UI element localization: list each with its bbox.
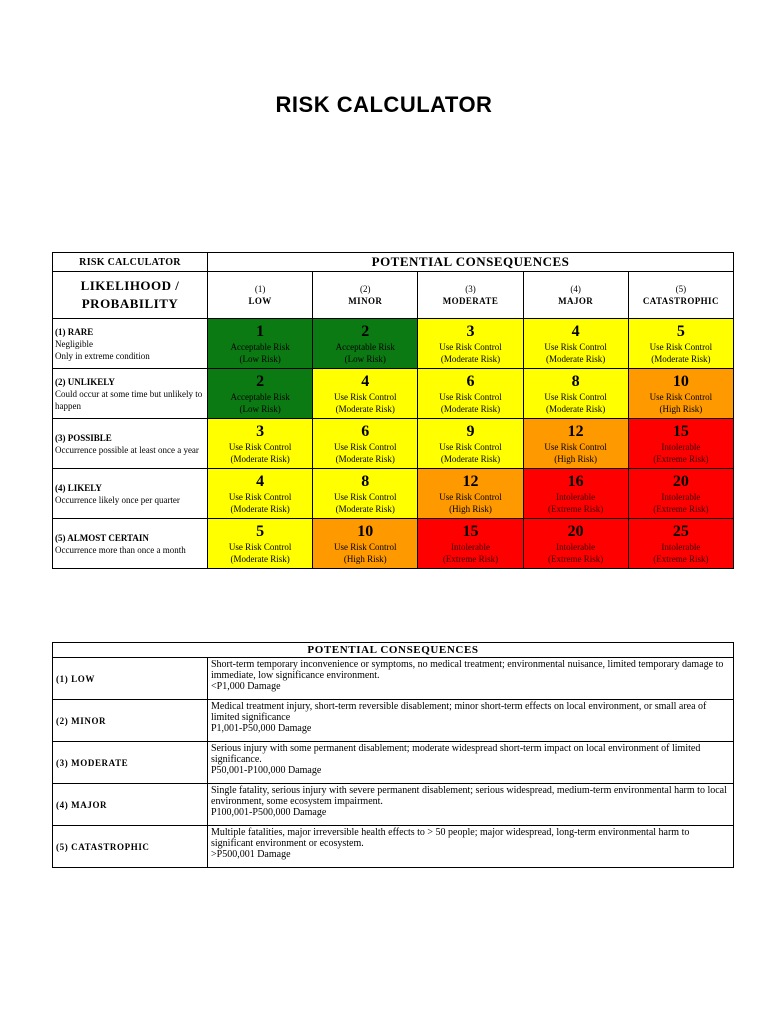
risk-score: 4 bbox=[361, 372, 370, 390]
risk-action: Use Risk Control bbox=[228, 491, 292, 502]
risk-level: (Moderate Risk) bbox=[546, 353, 606, 364]
risk-action: Use Risk Control bbox=[649, 341, 713, 352]
risk-cell bbox=[523, 519, 628, 569]
risk-action: Use Risk Control bbox=[334, 491, 397, 502]
risk-cell bbox=[628, 369, 733, 419]
column-number: (4) bbox=[570, 284, 581, 294]
risk-score: 5 bbox=[676, 322, 685, 340]
risk-score: 8 bbox=[361, 472, 370, 490]
risk-action: Use Risk Control bbox=[228, 541, 292, 552]
risk-cell bbox=[313, 419, 418, 469]
risk-action: Use Risk Control bbox=[334, 541, 397, 552]
risk-level: (High Risk) bbox=[659, 403, 703, 414]
risk-cell bbox=[523, 469, 628, 519]
consequences-table bbox=[52, 642, 734, 868]
risk-action: Use Risk Control bbox=[439, 491, 502, 502]
consequence-label: (5) CATASTROPHIC bbox=[53, 826, 208, 868]
consequence-row bbox=[53, 784, 734, 826]
risk-matrix-table bbox=[52, 252, 734, 569]
risk-level: (Extreme Risk) bbox=[442, 553, 499, 564]
risk-score: 8 bbox=[571, 372, 580, 390]
column-name: MAJOR bbox=[558, 296, 594, 306]
risk-cell bbox=[208, 319, 313, 369]
likelihood-description: Occurrence likely once per quarter bbox=[55, 494, 180, 505]
risk-score: 2 bbox=[256, 372, 265, 390]
risk-action: Use Risk Control bbox=[228, 441, 292, 452]
likelihood-header bbox=[53, 272, 208, 319]
risk-level: (Low Risk) bbox=[239, 403, 281, 414]
risk-level: (Moderate Risk) bbox=[335, 503, 395, 514]
consequence-line: >P500,001 Damage bbox=[211, 849, 291, 860]
risk-cell bbox=[208, 519, 313, 569]
risk-level: (Extreme Risk) bbox=[653, 553, 709, 564]
likelihood-description: Could occur at some time but unlikely to happen bbox=[55, 388, 203, 411]
risk-cell bbox=[418, 419, 523, 469]
risk-score: 4 bbox=[256, 472, 265, 490]
likelihood-row-header bbox=[53, 369, 208, 419]
column-number: (1) bbox=[254, 284, 266, 294]
risk-score: 15 bbox=[672, 422, 689, 440]
risk-action: Use Risk Control bbox=[334, 441, 397, 452]
likelihood-row-header bbox=[53, 419, 208, 469]
column-header-minor bbox=[313, 272, 418, 319]
likelihood-name: (1) RARE bbox=[55, 326, 94, 337]
risk-cell bbox=[418, 319, 523, 369]
risk-cell bbox=[628, 419, 733, 469]
risk-action: Use Risk Control bbox=[439, 391, 502, 402]
column-number: (5) bbox=[675, 284, 687, 294]
consequence-description bbox=[208, 658, 734, 700]
risk-score: 20 bbox=[567, 522, 584, 540]
risk-cell bbox=[208, 369, 313, 419]
risk-cell bbox=[208, 419, 313, 469]
consequence-row bbox=[53, 700, 734, 742]
risk-score: 6 bbox=[361, 422, 370, 440]
page-title: RISK CALCULATOR bbox=[275, 92, 493, 117]
risk-cell bbox=[628, 519, 733, 569]
column-number: (3) bbox=[465, 284, 476, 294]
risk-action: Acceptable Risk bbox=[230, 391, 290, 402]
consequence-description bbox=[208, 700, 734, 742]
risk-score: 9 bbox=[466, 422, 475, 440]
risk-score: 16 bbox=[567, 472, 584, 490]
risk-level: (Moderate Risk) bbox=[335, 453, 395, 464]
risk-score: 10 bbox=[357, 522, 374, 540]
risk-score: 2 bbox=[361, 322, 370, 340]
matrix-row bbox=[53, 419, 734, 469]
risk-level: (Moderate Risk) bbox=[440, 403, 501, 414]
consequence-row bbox=[53, 826, 734, 868]
risk-score: 20 bbox=[672, 472, 689, 490]
risk-cell bbox=[313, 469, 418, 519]
matrix-row bbox=[53, 369, 734, 419]
consequence-label: (1) LOW bbox=[53, 658, 208, 700]
risk-score: 1 bbox=[256, 322, 265, 340]
risk-level: (High Risk) bbox=[343, 553, 387, 564]
risk-action: Use Risk Control bbox=[649, 391, 713, 402]
matrix-row bbox=[53, 519, 734, 569]
column-header-catastrophic bbox=[628, 272, 733, 319]
risk-level: (Low Risk) bbox=[344, 353, 386, 364]
matrix-row bbox=[53, 319, 734, 369]
consequence-label: (3) MODERATE bbox=[53, 742, 208, 784]
likelihood-name: (3) POSSIBLE bbox=[55, 432, 112, 443]
risk-cell bbox=[523, 319, 628, 369]
likelihood-description: Occurrence more than once a month bbox=[55, 544, 186, 555]
risk-cell bbox=[523, 369, 628, 419]
consequence-line: Medical treatment injury, short-term reversible disablement; minor short-term effects on local environment, or small area of limited significance bbox=[211, 701, 707, 723]
consequence-line: Multiple fatalities, major irreversible health effects to > 50 people; major widespread, long-term environmental harm to significant environment or ecosystem. bbox=[211, 827, 690, 849]
risk-score: 15 bbox=[462, 522, 479, 540]
consequence-line: P50,001-P100,000 Damage bbox=[211, 765, 322, 776]
matrix-row bbox=[53, 469, 734, 519]
risk-score: 3 bbox=[466, 322, 475, 340]
risk-action: Use Risk Control bbox=[544, 341, 607, 352]
likelihood-row-header bbox=[53, 469, 208, 519]
consequence-line: Serious injury with some permanent disablement; moderate widespread short-term impact on local environment of limited significance. bbox=[211, 743, 701, 765]
risk-cell bbox=[418, 369, 523, 419]
column-name: MODERATE bbox=[442, 296, 499, 306]
risk-cell bbox=[313, 369, 418, 419]
risk-action: Use Risk Control bbox=[544, 441, 607, 452]
consequence-line: P100,001-P500,000 Damage bbox=[211, 807, 327, 818]
risk-action: Intolerable bbox=[450, 541, 490, 552]
risk-action: Acceptable Risk bbox=[230, 341, 290, 352]
consequence-line: <P1,000 Damage bbox=[211, 681, 281, 692]
column-header-moderate bbox=[418, 272, 523, 319]
risk-score: 5 bbox=[256, 522, 265, 540]
matrix-corner-label: RISK CALCULATOR bbox=[53, 253, 208, 272]
risk-level: (Moderate Risk) bbox=[440, 353, 501, 364]
risk-level: (Extreme Risk) bbox=[653, 453, 709, 464]
risk-action: Intolerable bbox=[556, 491, 596, 502]
consequence-row bbox=[53, 742, 734, 784]
likelihood-name: (2) UNLIKELY bbox=[55, 376, 115, 387]
risk-level: (Moderate Risk) bbox=[230, 453, 290, 464]
likelihood-name: (4) LIKELY bbox=[55, 482, 102, 493]
consequence-description bbox=[208, 826, 734, 868]
risk-cell bbox=[313, 319, 418, 369]
risk-action: Use Risk Control bbox=[544, 391, 607, 402]
risk-level: (Moderate Risk) bbox=[546, 403, 606, 414]
likelihood-name: (5) ALMOST CERTAIN bbox=[55, 532, 149, 543]
consequence-line: Short-term temporary inconvenience or symptoms, no medical treatment; environmental nuisance, limited temporary damage to immediate, low significance environment. bbox=[211, 659, 724, 681]
risk-level: (Low Risk) bbox=[239, 353, 281, 364]
risk-level: (Moderate Risk) bbox=[440, 453, 501, 464]
likelihood-header-line: LIKELIHOOD / bbox=[80, 278, 180, 293]
risk-action: Intolerable bbox=[661, 491, 701, 502]
risk-level: (Moderate Risk) bbox=[651, 353, 711, 364]
risk-level: (High Risk) bbox=[449, 503, 492, 514]
risk-level: (Moderate Risk) bbox=[335, 403, 395, 414]
risk-action: Intolerable bbox=[661, 541, 701, 552]
column-header-low bbox=[208, 272, 313, 319]
risk-level: (Extreme Risk) bbox=[653, 503, 709, 514]
risk-action: Use Risk Control bbox=[334, 391, 397, 402]
likelihood-row-header bbox=[53, 519, 208, 569]
risk-cell bbox=[208, 469, 313, 519]
consequence-line: Single fatality, serious injury with severe permanent disablement; serious widespread, medium-term environmental harm to local environment, some ecosystem impairment. bbox=[211, 785, 727, 807]
column-name: LOW bbox=[248, 296, 272, 306]
risk-cell bbox=[628, 319, 733, 369]
risk-level: (Extreme Risk) bbox=[548, 553, 604, 564]
risk-score: 25 bbox=[672, 522, 689, 540]
risk-cell bbox=[523, 419, 628, 469]
risk-score: 3 bbox=[256, 422, 265, 440]
risk-action: Intolerable bbox=[556, 541, 596, 552]
risk-action: Intolerable bbox=[661, 441, 701, 452]
risk-score: 6 bbox=[466, 372, 475, 390]
likelihood-header-line: PROBABILITY bbox=[81, 296, 179, 311]
risk-cell bbox=[313, 519, 418, 569]
risk-level: (Extreme Risk) bbox=[548, 503, 604, 514]
likelihood-description: Occurrence possible at least once a year bbox=[55, 444, 199, 455]
risk-level: (Moderate Risk) bbox=[230, 503, 290, 514]
likelihood-row-header bbox=[53, 319, 208, 369]
column-header-major bbox=[523, 272, 628, 319]
consequence-description bbox=[208, 784, 734, 826]
risk-score: 12 bbox=[462, 472, 479, 490]
consequence-description bbox=[208, 742, 734, 784]
risk-score: 10 bbox=[672, 372, 689, 390]
column-name: CATASTROPHIC bbox=[642, 296, 719, 306]
risk-action: Use Risk Control bbox=[439, 341, 502, 352]
consequence-line: P1,001-P50,000 Damage bbox=[211, 723, 312, 734]
risk-cell bbox=[418, 469, 523, 519]
risk-score: 4 bbox=[571, 322, 580, 340]
consequences-table-header: POTENTIAL CONSEQUENCES bbox=[53, 643, 734, 658]
risk-cell bbox=[628, 469, 733, 519]
column-name: MINOR bbox=[348, 296, 383, 306]
consequence-label: (2) MINOR bbox=[53, 700, 208, 742]
risk-score: 12 bbox=[567, 422, 584, 440]
risk-action: Use Risk Control bbox=[439, 441, 502, 452]
consequence-label: (4) MAJOR bbox=[53, 784, 208, 826]
column-number: (2) bbox=[360, 284, 371, 294]
risk-cell bbox=[418, 519, 523, 569]
consequence-row bbox=[53, 658, 734, 700]
risk-action: Acceptable Risk bbox=[335, 341, 395, 352]
likelihood-description: Negligible Only in extreme condition bbox=[55, 338, 150, 361]
risk-level: (Moderate Risk) bbox=[230, 553, 290, 564]
risk-level: (High Risk) bbox=[554, 453, 598, 464]
consequences-header: POTENTIAL CONSEQUENCES bbox=[208, 253, 734, 272]
